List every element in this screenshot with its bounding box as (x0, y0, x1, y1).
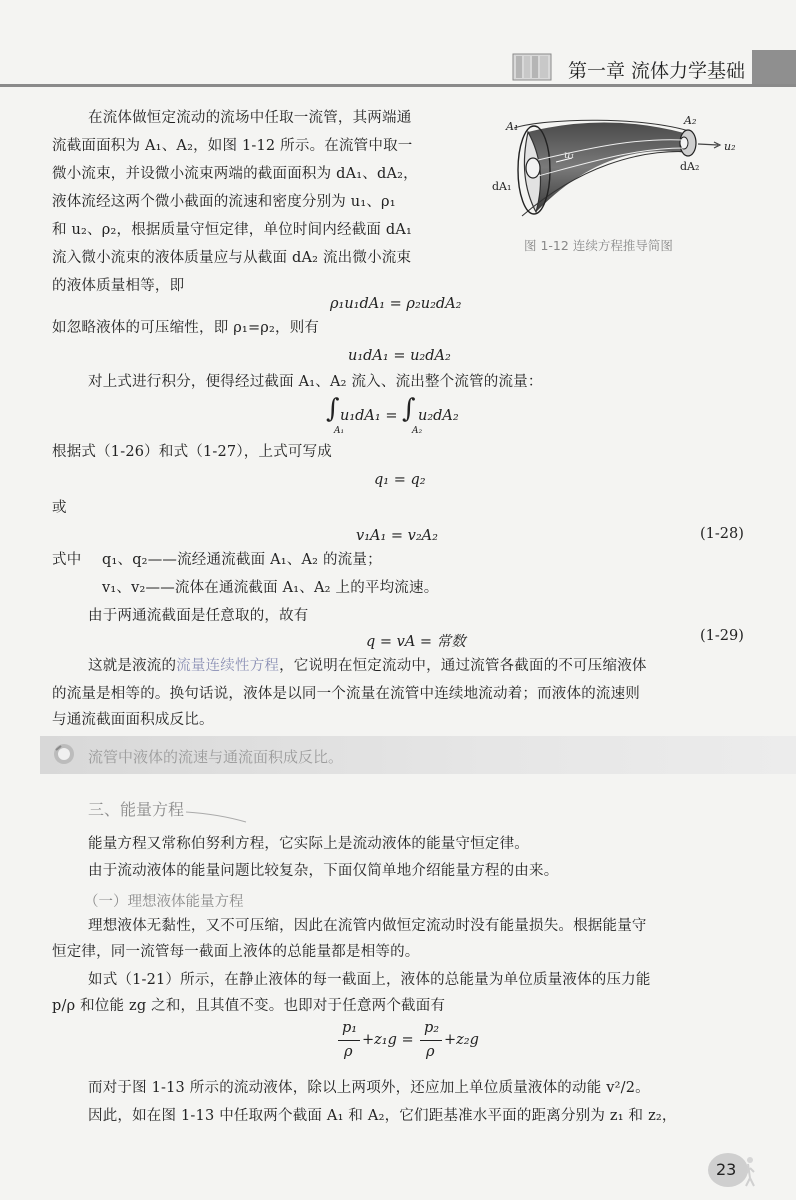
chapter-title: 第一章 流体力学基础 (568, 60, 746, 82)
header-block (752, 50, 796, 84)
text-run: ，它说明在恒定流动中，通过流管各截面的不可压缩液体 (279, 658, 647, 674)
integral-sign-1: ∫ (326, 394, 340, 424)
integral-sub-1: A₁ (334, 426, 345, 436)
equation-constant-flow: q = vA = 常数 (366, 634, 466, 650)
fraction-bar (420, 1040, 442, 1041)
paragraph-line: 理想液体无黏性，又不可压缩，因此在流管内做恒定流动时没有能量损失。根据能量守 (88, 918, 647, 934)
paragraph-line: 因此，如在图 1-13 中任取两个截面 A₁ 和 A₂，它们距基准水平面的距离分别为 z₁ 和 z₂， (88, 1108, 677, 1124)
fraction-bar (338, 1040, 360, 1041)
equation-mass-balance: ρ₁u₁dA₁ = ρ₂u₂dA₂ (330, 296, 462, 312)
frac-num-2: p₂ (424, 1020, 440, 1036)
paragraph-line: 而对于图 1-13 所示的流动液体，除以上两项外，还应加上单位质量液体的动能 v²/2。 (88, 1080, 650, 1096)
paragraph-line: 对上式进行积分，便得经过截面 A₁、A₂ 流入、流出整个流管的流量： (88, 374, 543, 390)
integral-sign-2: ∫ (402, 394, 416, 424)
label-u2: u₂ (724, 140, 736, 153)
paragraph-line: 由于流动液体的能量问题比较复杂，下面仅简单地介绍能量方程的由来。 (88, 863, 559, 879)
paragraph-line: 恒定律，同一流管每一截面上液体的总能量都是相等的。 (52, 944, 420, 960)
label-a2: A₂ (684, 114, 697, 127)
highlight-term: 流量连续性方程 (176, 658, 280, 674)
paragraph-line: 液体流经这两个微小截面的流速和密度分别为 u₁、ρ₁ (52, 194, 396, 210)
paragraph-line: 流截面面积为 A₁、A₂，如图 1-12 所示。在流管中取一 (52, 138, 413, 154)
label-da2: dA₂ (680, 160, 700, 173)
equation-number: (1-29) (700, 628, 744, 644)
equation-continuity: v₁A₁ = v₂A₂ (356, 528, 438, 544)
paragraph-line: 的流量是相等的。换句话说，液体是以同一个流量在流管中连续地流动着；而液体的流速则 (52, 686, 640, 702)
text-run: 这就是液流的 (88, 658, 177, 674)
tip-text: 流管中液体的流速与通流面积成反比。 (88, 748, 344, 766)
paragraph-line: 如式（1-21）所示，在静止液体的每一截面上，液体的总能量为单位质量液体的压力能 (88, 972, 651, 988)
where-item: q₁、q₂——流经通流截面 A₁、A₂ 的流量； (102, 552, 382, 568)
frac-den-2: ρ (426, 1044, 435, 1060)
figure-caption: 图 1-12 连续方程推导简图 (524, 238, 673, 253)
label-a1: A₁ (506, 120, 519, 133)
integral-left: u₁dA₁ = (340, 408, 398, 424)
paragraph-line: 的液体质量相等，即 (52, 278, 185, 294)
integral-right: u₂dA₂ (418, 408, 459, 424)
paragraph-line: 根据式（1-26）和式（1-27），上式可写成 (52, 444, 332, 460)
label-u1: u₁ (564, 150, 575, 161)
paragraph-line: 或 (52, 500, 67, 516)
page-number: 23 (716, 1160, 737, 1179)
section-underline (88, 806, 248, 824)
header-rule (0, 84, 796, 87)
lightbulb-icon (52, 742, 76, 766)
where-label: 式中 (52, 552, 82, 568)
integral-sub-2: A₂ (412, 426, 423, 436)
paragraph-line: 由于两通流截面是任意取的，故有 (88, 608, 309, 624)
section-heading: 三、能量方程 (88, 800, 185, 819)
subsection-heading: （一）理想液体能量方程 (84, 894, 244, 910)
paragraph-line (88, 652, 647, 680)
paragraph-line: 微小流束，并设微小流束两端的截面面积为 dA₁、dA₂， (52, 166, 418, 182)
book-icon (512, 52, 552, 82)
frac-den-1: ρ (344, 1044, 353, 1060)
stream-tube-figure (488, 108, 758, 232)
paragraph-line: p/ρ 和位能 zg 之和，且其值不变。也即对于任意两个截面有 (52, 998, 446, 1014)
equation-flow-equal: q₁ = q₂ (374, 472, 426, 488)
paragraph-line: 在流体做恒定流动的流场中任取一流管，其两端通 (88, 110, 412, 126)
eq-term: +z₁g = (362, 1032, 414, 1048)
paragraph-line: 流入微小流束的液体质量应与从截面 dA₂ 流出微小流束 (52, 250, 412, 266)
label-da1: dA₁ (492, 180, 512, 193)
paragraph-line: 能量方程又常称伯努利方程，它实际上是流动液体的能量守恒定律。 (88, 836, 529, 852)
paragraph-line: 和 u₂、ρ₂，根据质量守恒定律，单位时间内经截面 dA₁ (52, 222, 413, 238)
equation-number: (1-28) (700, 526, 744, 542)
paragraph-line: 如忽略液体的可压缩性，即 ρ₁=ρ₂，则有 (52, 320, 320, 336)
eq-term: +z₂g (444, 1032, 479, 1048)
equation-incompressible: u₁dA₁ = u₂dA₂ (348, 348, 451, 364)
paragraph-line: 与通流截面面积成反比。 (52, 712, 214, 728)
frac-num-1: p₁ (342, 1020, 358, 1036)
where-item: v₁、v₂——流体在通流截面 A₁、A₂ 上的平均流速。 (102, 580, 439, 596)
